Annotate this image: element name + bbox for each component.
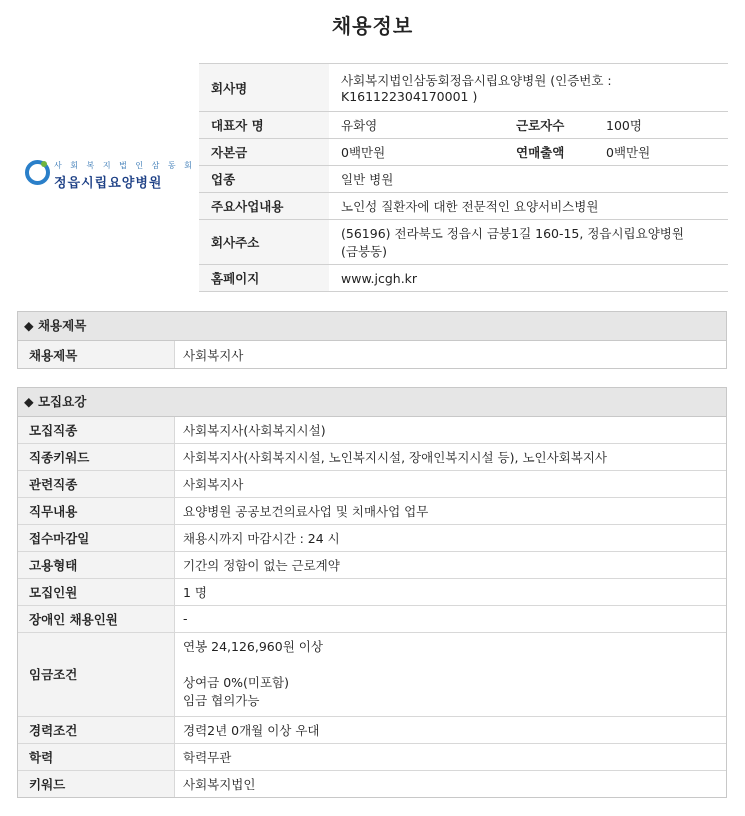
row-value: 경력2년 0개월 이상 우대 <box>175 716 727 743</box>
row-value: 요양병원 공공보건의료사업 및 치매사업 업무 <box>175 497 727 524</box>
company-name-line2: K161122304170001 ) <box>341 89 478 104</box>
homepage-link[interactable]: www.jcgh.kr <box>329 265 728 292</box>
table-row <box>18 605 726 632</box>
row-value: 사회복지사(사회복지시설) <box>183 422 326 438</box>
industry-label: 업종 <box>199 166 329 193</box>
table-row <box>18 341 726 368</box>
row-label: 직종키워드 <box>18 443 175 470</box>
table-row <box>18 551 726 578</box>
employees-label: 근로자수 <box>504 112 594 139</box>
recruit-details-section <box>17 387 727 798</box>
table-row <box>18 578 726 605</box>
row-label: 학력 <box>18 743 175 770</box>
table-row <box>18 417 726 443</box>
sales-value: 0백만원 <box>594 139 728 166</box>
company-name-label: 회사명 <box>199 64 329 112</box>
page-title: 채용정보 <box>331 14 414 38</box>
business-value: 노인성 질환자에 대한 전문적인 요양서비스병원 <box>329 193 728 220</box>
salary-line: 연봉 24,126,960원 이상 <box>183 639 323 654</box>
salary-blank-line <box>183 656 725 674</box>
salary-value <box>175 632 727 716</box>
company-info-table <box>199 63 728 292</box>
row-value: 학력무관 <box>175 743 727 770</box>
table-row <box>18 632 726 716</box>
row-label: 모집직종 <box>18 417 175 443</box>
company-name-value <box>329 64 728 112</box>
ceo-value: 유화영 <box>329 112 504 139</box>
table-row <box>18 497 726 524</box>
table-row <box>18 716 726 743</box>
recruit-title-section <box>17 311 727 369</box>
logo-dot-icon <box>41 161 47 167</box>
salary-label: 임금조건 <box>18 632 175 716</box>
logo-subtitle: 사 회 복 지 법 인 삼 동 회 <box>54 161 195 170</box>
salary-line: 임금 협의가능 <box>183 693 260 708</box>
row-label: 장애인 채용인원 <box>18 605 175 632</box>
industry-value: 일반 병원 <box>329 166 728 193</box>
row-label: 접수마감일 <box>18 524 175 551</box>
homepage-label: 홈페이지 <box>199 265 329 292</box>
table-row <box>18 743 726 770</box>
address-line1: (56196) 전라북도 정읍시 금붕1길 160-15, 정읍시립요양병원 <box>341 226 684 241</box>
row-value: 기간의 정함이 없는 근로계약 <box>175 551 727 578</box>
table-row <box>18 470 726 497</box>
row-value: 1 명 <box>175 578 727 605</box>
capital-value: 0백만원 <box>329 139 504 166</box>
row-label: 채용제목 <box>18 341 175 368</box>
logo-name: 정읍시립요양병원 <box>54 176 163 191</box>
row-value: 채용시까지 마감시간 : 24 시 <box>175 524 727 551</box>
table-row <box>18 524 726 551</box>
row-value: 사회복지법인 <box>175 770 727 797</box>
table-row <box>18 770 726 797</box>
row-label: 모집인원 <box>18 578 175 605</box>
address-label: 회사주소 <box>199 220 329 265</box>
row-label: 직무내용 <box>18 497 175 524</box>
address-line2: (금붕동) <box>341 244 387 259</box>
sales-label: 연매출액 <box>504 139 594 166</box>
row-label: 경력조건 <box>18 716 175 743</box>
address-value <box>329 220 728 265</box>
row-label: 고용형태 <box>18 551 175 578</box>
capital-label: 자본금 <box>199 139 329 166</box>
row-label: 키워드 <box>18 770 175 797</box>
row-value: 사회복지사(사회복지시설, 노인복지시설, 장애인복지시설 등), 노인사회복지사 <box>175 443 727 470</box>
row-label: 관련직종 <box>18 470 175 497</box>
row-value: - <box>175 605 727 632</box>
section-heading: ◆ 채용제목 <box>18 312 726 341</box>
section-heading: ◆ 모집요강 <box>18 388 726 417</box>
row-value: 사회복지사 <box>183 347 244 363</box>
employees-value: 100명 <box>594 112 728 139</box>
row-value: 사회복지사 <box>175 470 727 497</box>
ceo-label: 대표자 명 <box>199 112 329 139</box>
table-row <box>18 443 726 470</box>
salary-line: 상여금 0%(미포함) <box>183 675 290 690</box>
company-name-line1: 사회복지법인삼동회정읍시립요양병원 (인증번호 : <box>341 73 612 88</box>
company-logo <box>24 160 195 200</box>
business-label: 주요사업내용 <box>199 193 329 220</box>
